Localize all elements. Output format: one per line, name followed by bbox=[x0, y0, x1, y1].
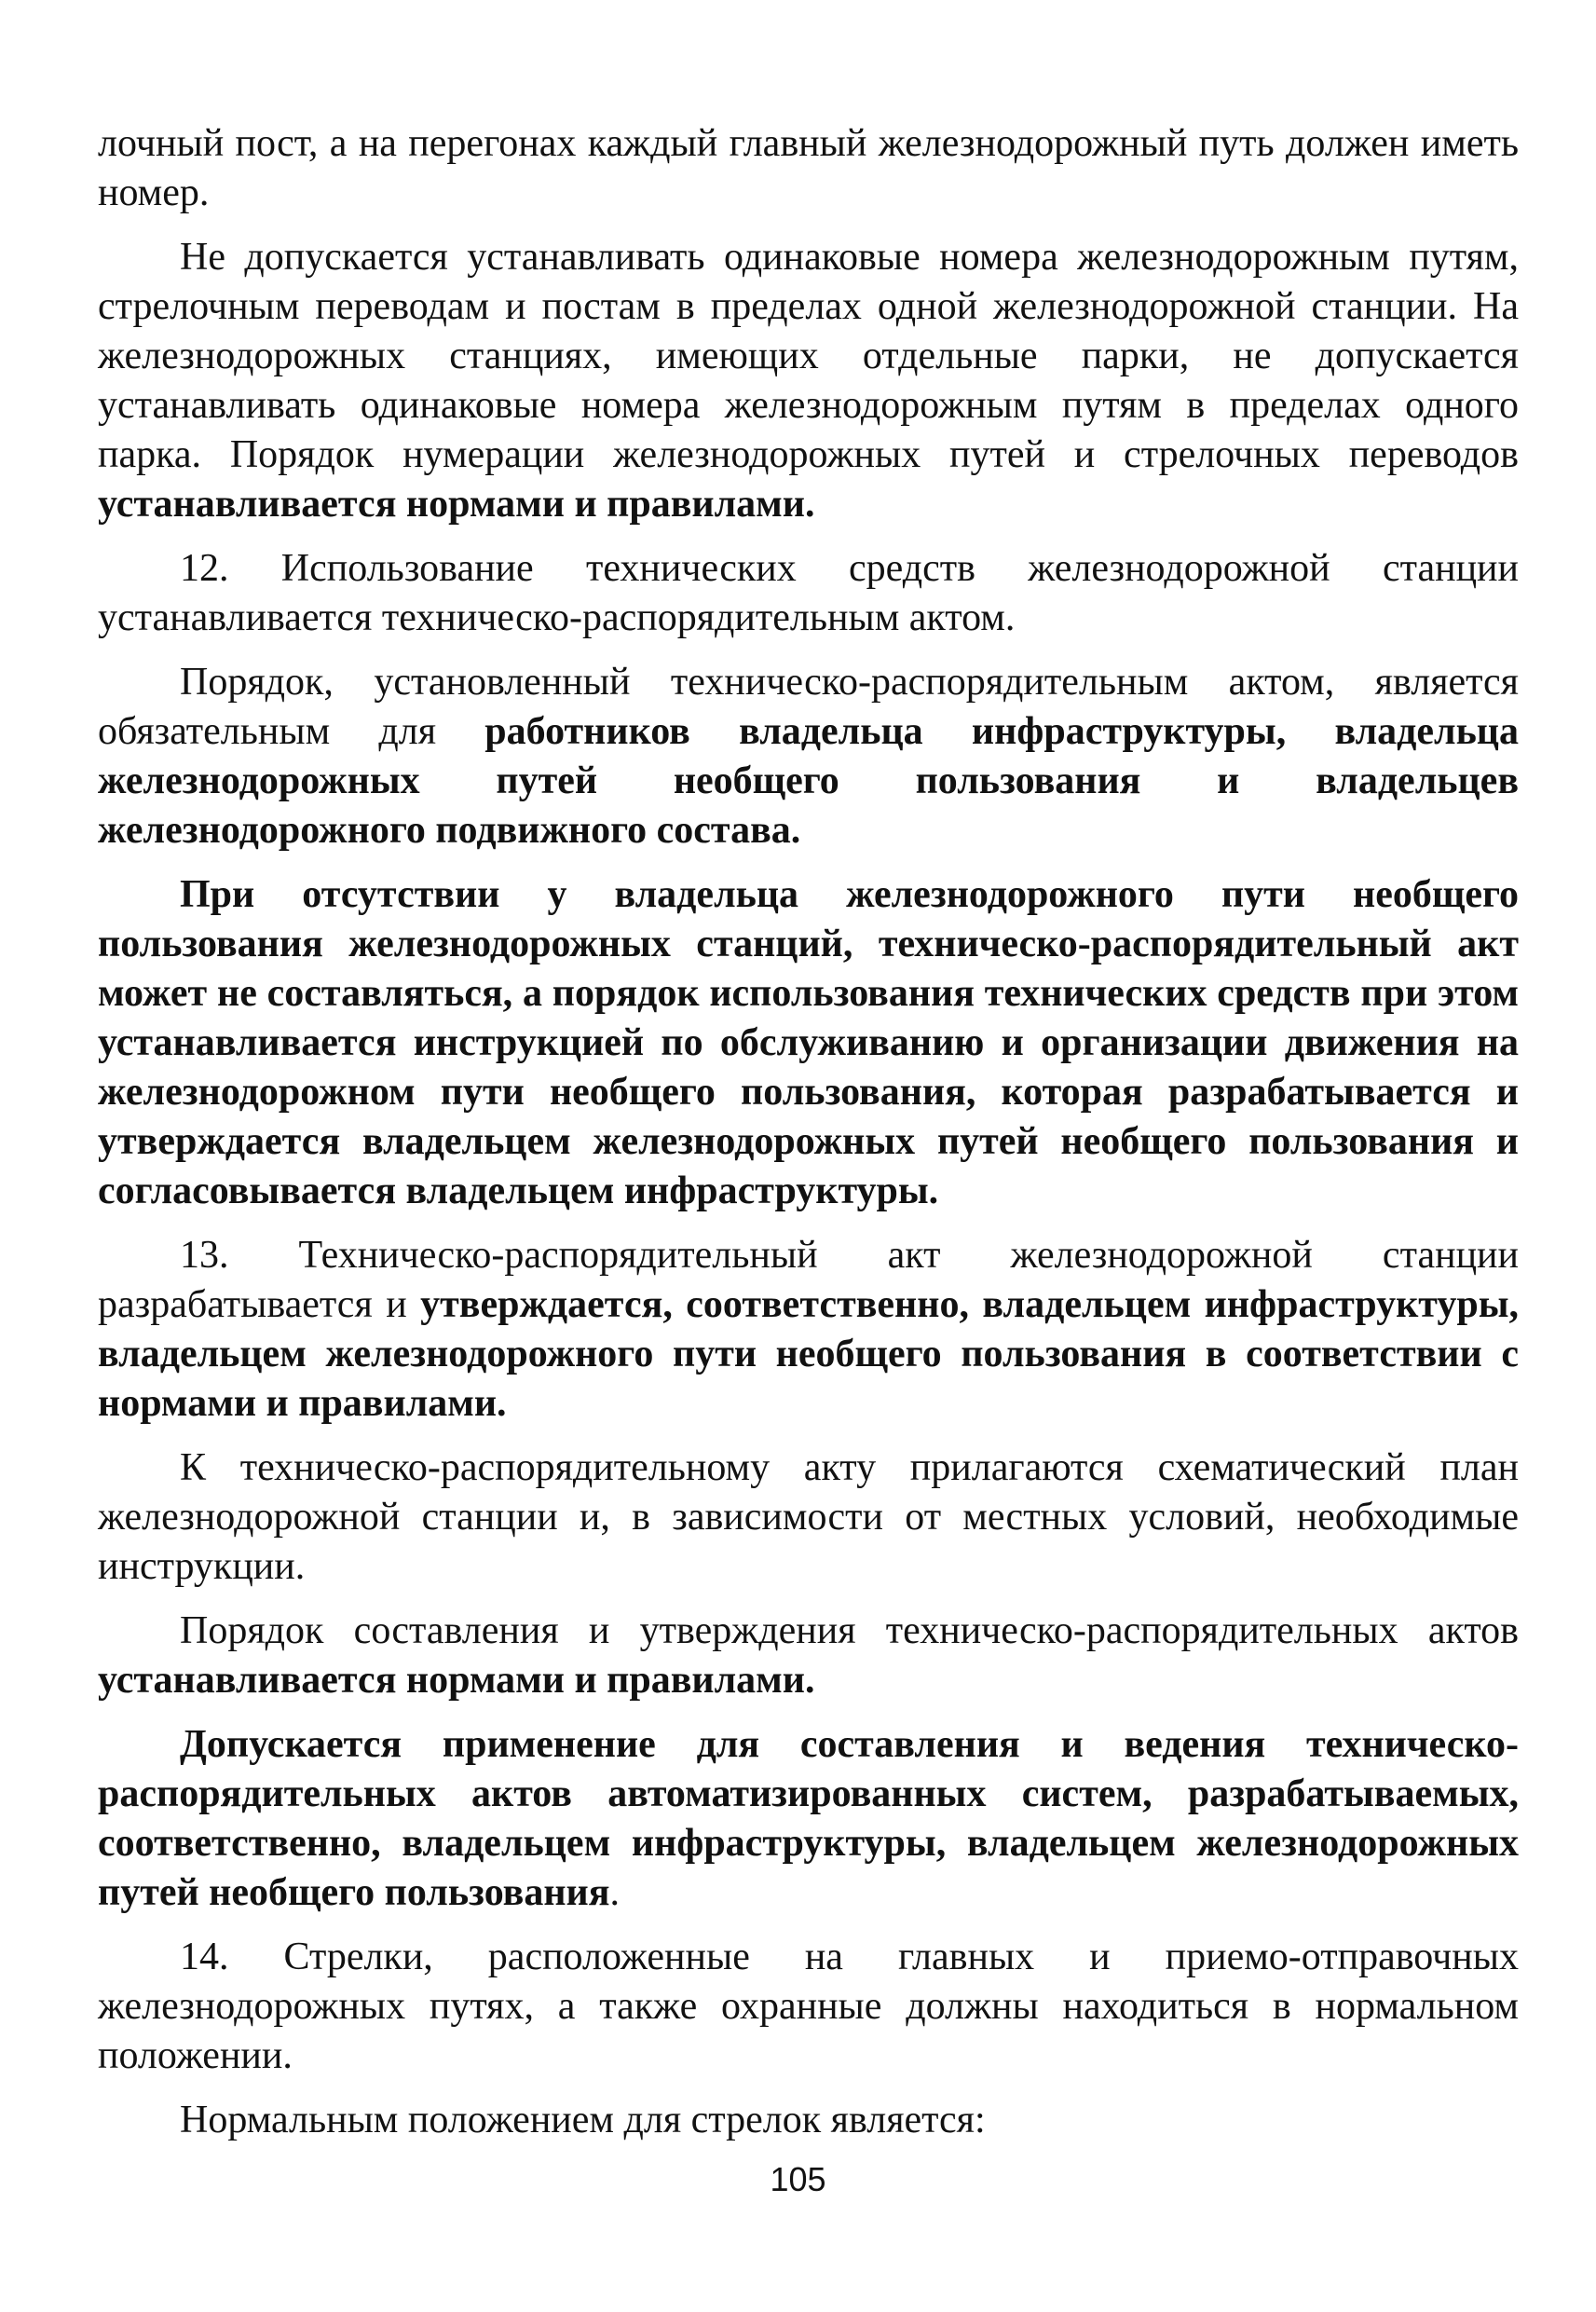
text-run: . bbox=[609, 1871, 620, 1914]
paragraph-5 bbox=[98, 870, 1519, 1216]
text-run: Нормальным положением для стрелок является: bbox=[180, 2099, 986, 2141]
paragraph-7 bbox=[98, 1443, 1519, 1592]
bold-run: устанавливается нормами и правилами. bbox=[98, 483, 815, 526]
text-run: Порядок составления и утверждения техническо-распорядительных актов bbox=[180, 1609, 1519, 1652]
page-number: 105 bbox=[770, 2160, 826, 2198]
paragraph-4 bbox=[98, 658, 1519, 855]
bold-run: утверждается, соответственно, владельцем инфраструктуры, владельцем железнодорожного пути необщего пользования в соответствии с нормами и правилами. bbox=[98, 1283, 1519, 1425]
bold-run: работников владельца инфраструктуры, владельца железнодорожных путей необщего пользования и владельцев железнодорожного подвижного состава. bbox=[98, 710, 1519, 852]
paragraph-6 bbox=[98, 1231, 1519, 1429]
page-body bbox=[98, 119, 1519, 2160]
text-run: 14. Стрелки, расположенные на главных и приемо-отправочных железнодорожных путях, а также охранные должны находиться в нормальном положении. bbox=[98, 1936, 1519, 2077]
text-run: 12. Использование технических средств железнодорожной станции устанавливается техническо-распорядительным актом. bbox=[98, 547, 1519, 639]
text-run: Порядок, установленный техническо-распорядительным актом, является обязательным для bbox=[98, 661, 1519, 753]
paragraph-3 bbox=[98, 544, 1519, 643]
text-run: лочный пост, а на перегонах каждый главный железнодорожный путь должен иметь номер. bbox=[98, 122, 1519, 214]
paragraph-10 bbox=[98, 1933, 1519, 2081]
text-run: К техническо-распорядительному акту прилагаются схематический план железнодорожной станции и, в зависимости от местных условий, необходимые инструкции. bbox=[98, 1446, 1519, 1588]
paragraph-11 bbox=[98, 2096, 1519, 2145]
paragraph-1 bbox=[98, 119, 1519, 218]
bold-run: При отсутствии у владельца железнодорожного пути необщего пользования железнодорожных станций, техническо-распорядительный акт может не составляться, а порядок использования технических средств при этом устанавливается инструкцией по обслуживанию и организации движения на железнодорожном пути необщего пользования, которая разрабатывается и утверждается владельцем железнодорожных путей необщего пользования и согласовывается владельцем инфраструктуры. bbox=[98, 873, 1519, 1212]
bold-run: Допускается применение для составления и ведения техническо-распорядительных актов автоматизированных систем, разрабатываемых, соответственно, владельцем инфраструктуры, владельцем железнодорожных путей необщего пользования bbox=[98, 1723, 1519, 1914]
paragraph-9 bbox=[98, 1720, 1519, 1918]
bold-run: устанавливается нормами и правилами. bbox=[98, 1659, 815, 1702]
paragraph-8 bbox=[98, 1607, 1519, 1705]
paragraph-2 bbox=[98, 233, 1519, 529]
text-run: 13. Техническо-распорядительный акт железнодорожной станции разрабатывается и bbox=[98, 1234, 1519, 1326]
text-run: Не допускается устанавливать одинаковые номера железнодорожным путям, стрелочным переводам и постам в пределах одной железнодорожной станции. На железнодорожных станциях, имеющих отдельные парки, не допускается устанавливать одинаковые номера железнодорожным путям в пределах одного парка. Порядок нумерации железнодорожных путей и стрелочных переводов bbox=[98, 236, 1519, 476]
